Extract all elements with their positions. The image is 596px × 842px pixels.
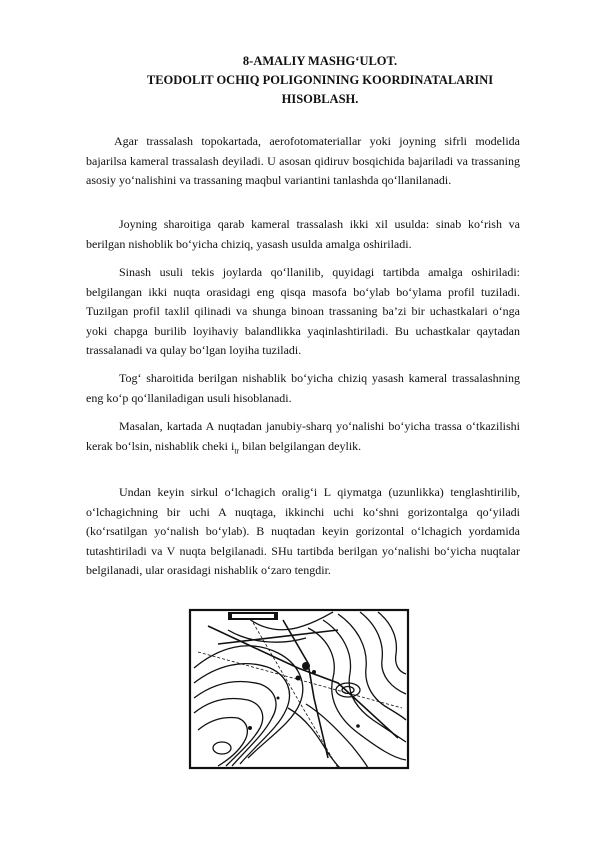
slope-subscript: tr [234,445,240,455]
exercise-title-line: TEODOLIT OCHIQ POLIGONINING KOORDINATALARINI [146,73,494,87]
paragraph-sirkul: Undan keyin sirkul o‘lchagich oralig‘i L qiymatga (uzunlikka) tenglashtirilib, o‘lchagichning bir uchi A nuqtaga, ikkinchi uchi ko‘shni gorizontalga qo‘yiladi (ko‘rsatilgan yo‘nalish bo‘ylab). B nuqtadan keyin gorizontal o‘lchagich yordamida tutashtiriladi va V nuqta belgilanadi. SHu tartibda berilgan yo‘nalishi bo‘yicha nuqtalar belgilanadi, ular orasidagi nishablik o‘zaro tengdir. [86,485,520,578]
paragraph-two-methods: Joyning sharoitiga qarab kameral trassalash ikki xil usulda: sinab ko‘rish va berilgan nishoblik bo‘yicha chiziq, yasash usulda amalga oshiriladi. [86,217,520,251]
topographic-map-image [188,608,410,770]
paragraph-masalan-text: Masalan, kartada A nuqtadan janubiy-sharq yo‘nalishi bo‘yicha trassa o‘tkazilishi kerak bo‘lsin, nishablik cheki i [86,419,520,453]
paragraph-masalan-end: bilan belgilangan deylik. [239,438,362,453]
paragraph-masalan [86,417,520,461]
exercise-title-line-end: HISOBLASH. [281,92,359,106]
paragraph-sinash-usuli: Sinash usuli tekis joylarda qo‘llanilib, quyidagi tartibda amalga oshiriladi: belgilangan ikki nuqta orasidagi eng qisqa masofa bo‘ylab bo‘ylama profil tuziladi. Tuzilgan profil taxlil qilinadi va shunga binoan trassaning ba’zi bir uchastkalari o‘nga yoki chapga burilib loyihaviy balandlikka yaqinlashtiriladi. Bu uchastkalar qaytadan trassalanadi va qulay bo‘lgan loyiha tuziladi. [86,265,520,358]
paragraph-tog-sharoitida: Tog‘ sharoitida berilgan nishablik bo‘yicha chiziq yasash kameral trassalashning eng ko‘p qo‘llaniladigan usuli hisoblanadi. [86,371,520,405]
paragraph-kameral-trassalash: Agar trassalash topokartada, aerofotomateriallar yoki joyning sifrli modelida bajarilsa kameral trassalash deyiladi. U asosan qidiruv bosqichida bajariladi va trassaning asosiy yo‘nalishini va trassaning maqbul variantini tanlashda qo‘llanilanadi. [86,134,520,188]
exercise-number-title: 8-AMALIY MASHG‘ULOT. [242,54,398,68]
